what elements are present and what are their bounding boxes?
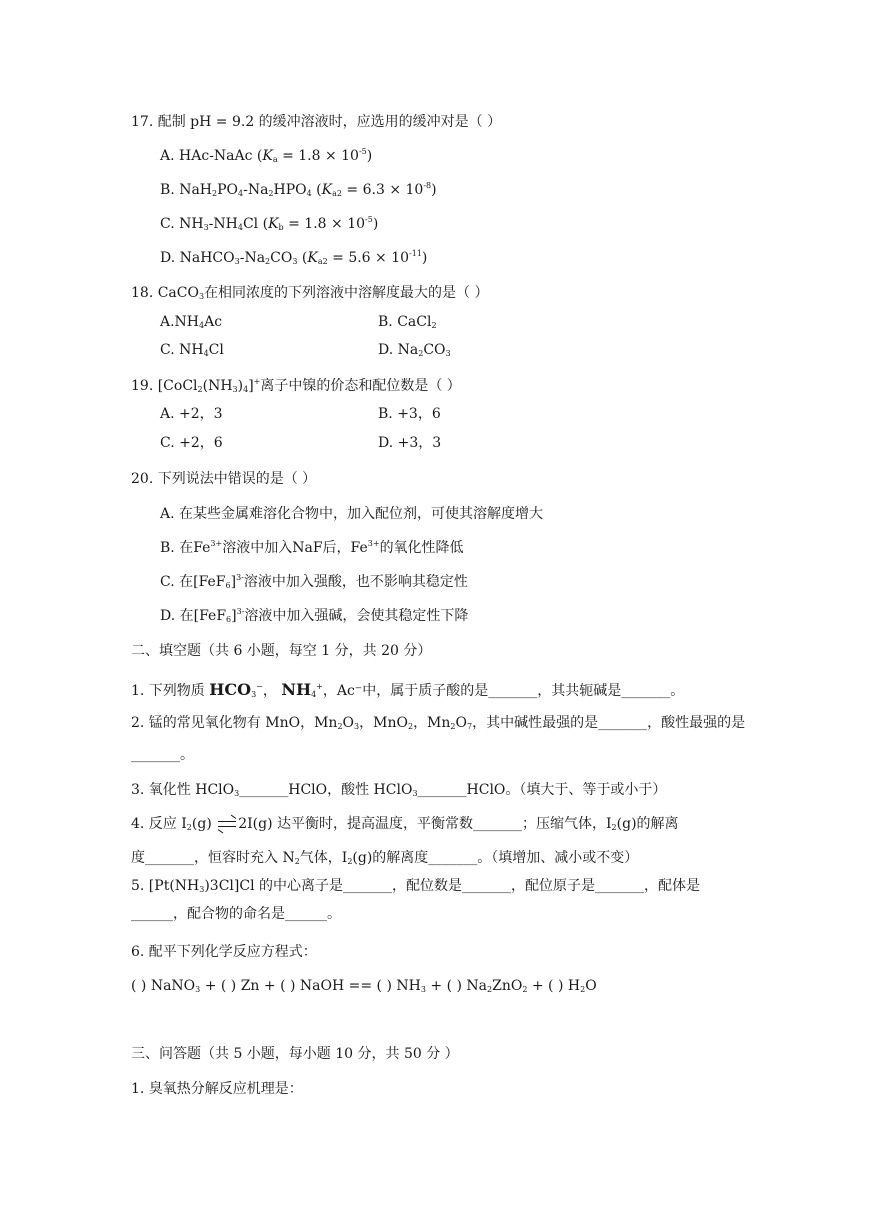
fill-2-continued: _______。 <box>131 747 194 763</box>
q20-option-a: A. 在某些金属难溶化合物中，加入配位剂，可使其溶解度增大 <box>160 506 544 522</box>
q17-option-b: B. $NaH_2PO_4-Na_2HPO_4$ $(K_{a2} = 6.3 \times 10^{-8})$ <box>160 181 437 198</box>
q18-stem: 18. CaCO$_3$在相同浓度的下列溶液中溶解度最大的是（ ） <box>131 285 489 301</box>
q20-option-d: D. 在$[FeF_6]^{3-}$溶液中加入强碱，会使其稳定性下降 <box>160 607 469 624</box>
q17-option-a: A. HAc-NaAc $(K_a = 1.8 \times 10^{-5})$ <box>160 147 373 164</box>
q17-option-d: D. $NaHCO_3-Na_2CO_3$ $(K_{a2} = 5.6 \times 10^{-11})$ <box>160 249 428 266</box>
fill-3: 3. 氧化性 HClO$_3$_______HClO，酸性 HClO$_3$_______HClO。（填大于、等于或小于） <box>131 782 667 798</box>
q18-option-b: B. CaCl$_2$ <box>378 314 437 330</box>
q20-stem: 20. 下列说法中错误的是（ ） <box>131 471 317 487</box>
fill-5-continued: ______，配合物的命名是______。 <box>131 906 341 922</box>
q19-option-b: B. +3，6 <box>378 406 441 422</box>
q18-option-a: $A.NH_4Ac$ <box>160 314 223 330</box>
q18-option-d: D. $Na_2CO_3$ <box>378 342 451 358</box>
fill-5: 5. $[Pt(NH_3)3Cl]Cl$ 的中心离子是_______，配位数是_______，配位原子是_______，配体是 <box>131 878 701 894</box>
fill-2: 2. 锰的常见氧化物有 MnO，$Mn_2O_3$，MnO$_2$，$Mn_2O_7$，其中碱性最强的是_______，酸性最强的是 <box>131 715 746 731</box>
q19-option-d: D. +3，3 <box>378 435 442 451</box>
fill-6: 6. 配平下列化学反应方程式： <box>131 944 317 960</box>
section-3-heading: 三、问答题（共 5 小题，每小题 10 分，共 50 分 ） <box>131 1046 459 1062</box>
q19-option-a: A. +2，3 <box>160 406 223 422</box>
q17-option-c: C. $NH_3-NH_4Cl$ $(K_b = 1.8 \times 10^{-5})$ <box>160 215 379 232</box>
q19-stem: 19. $[CoCl_2(NH_3)_4]^+$离子中镍的价态和配位数是（ ） <box>131 377 461 394</box>
fill-4-continued: 度_______，恒容时充入 $N_2$气体，$I_2(g)$的解离度_______。（填增加、减小或不变） <box>131 850 639 866</box>
q19-option-c: C. +2，6 <box>160 435 223 451</box>
equilibrium-arrow-icon <box>216 818 238 830</box>
fill-4: 4. 反应 $I_2(g)$ 2I(g) 达平衡时，提高温度，平衡常数_______；压缩气体，$I_2(g)$的解离 <box>131 816 679 832</box>
q20-option-c: C. 在$[FeF_6]^{3-}$溶液中加入强酸，也不影响其稳定性 <box>160 573 468 590</box>
q17-stem: 17. 配制 pH = 9.2 的缓冲溶液时，应选用的缓冲对是（ ） <box>131 114 502 130</box>
section-2-heading: 二、填空题（共 6 小题，每空 1 分，共 20 分） <box>131 643 432 659</box>
q20-option-b: B. 在$Fe^{3+}$溶液中加入NaF后，$Fe^{3+}$的氧化性降低 <box>160 539 464 556</box>
q18-option-c: C. $NH_4Cl$ <box>160 342 224 358</box>
fill-6-equation: ( ) NaNO$_3$ + ( ) Zn + ( ) NaOH == ( ) $NH_3$ + ( ) $Na_2ZnO_2$ + ( ) $H_2O$ <box>131 978 597 994</box>
answer-question-1: 1. 臭氧热分解反应机理是： <box>131 1081 303 1097</box>
fill-1: 1. 下列物质 $HCO_3^-$， $NH_4^+$，Ac⁻中，属于质子酸的是_______，其共轭碱是_______。 <box>131 680 685 699</box>
